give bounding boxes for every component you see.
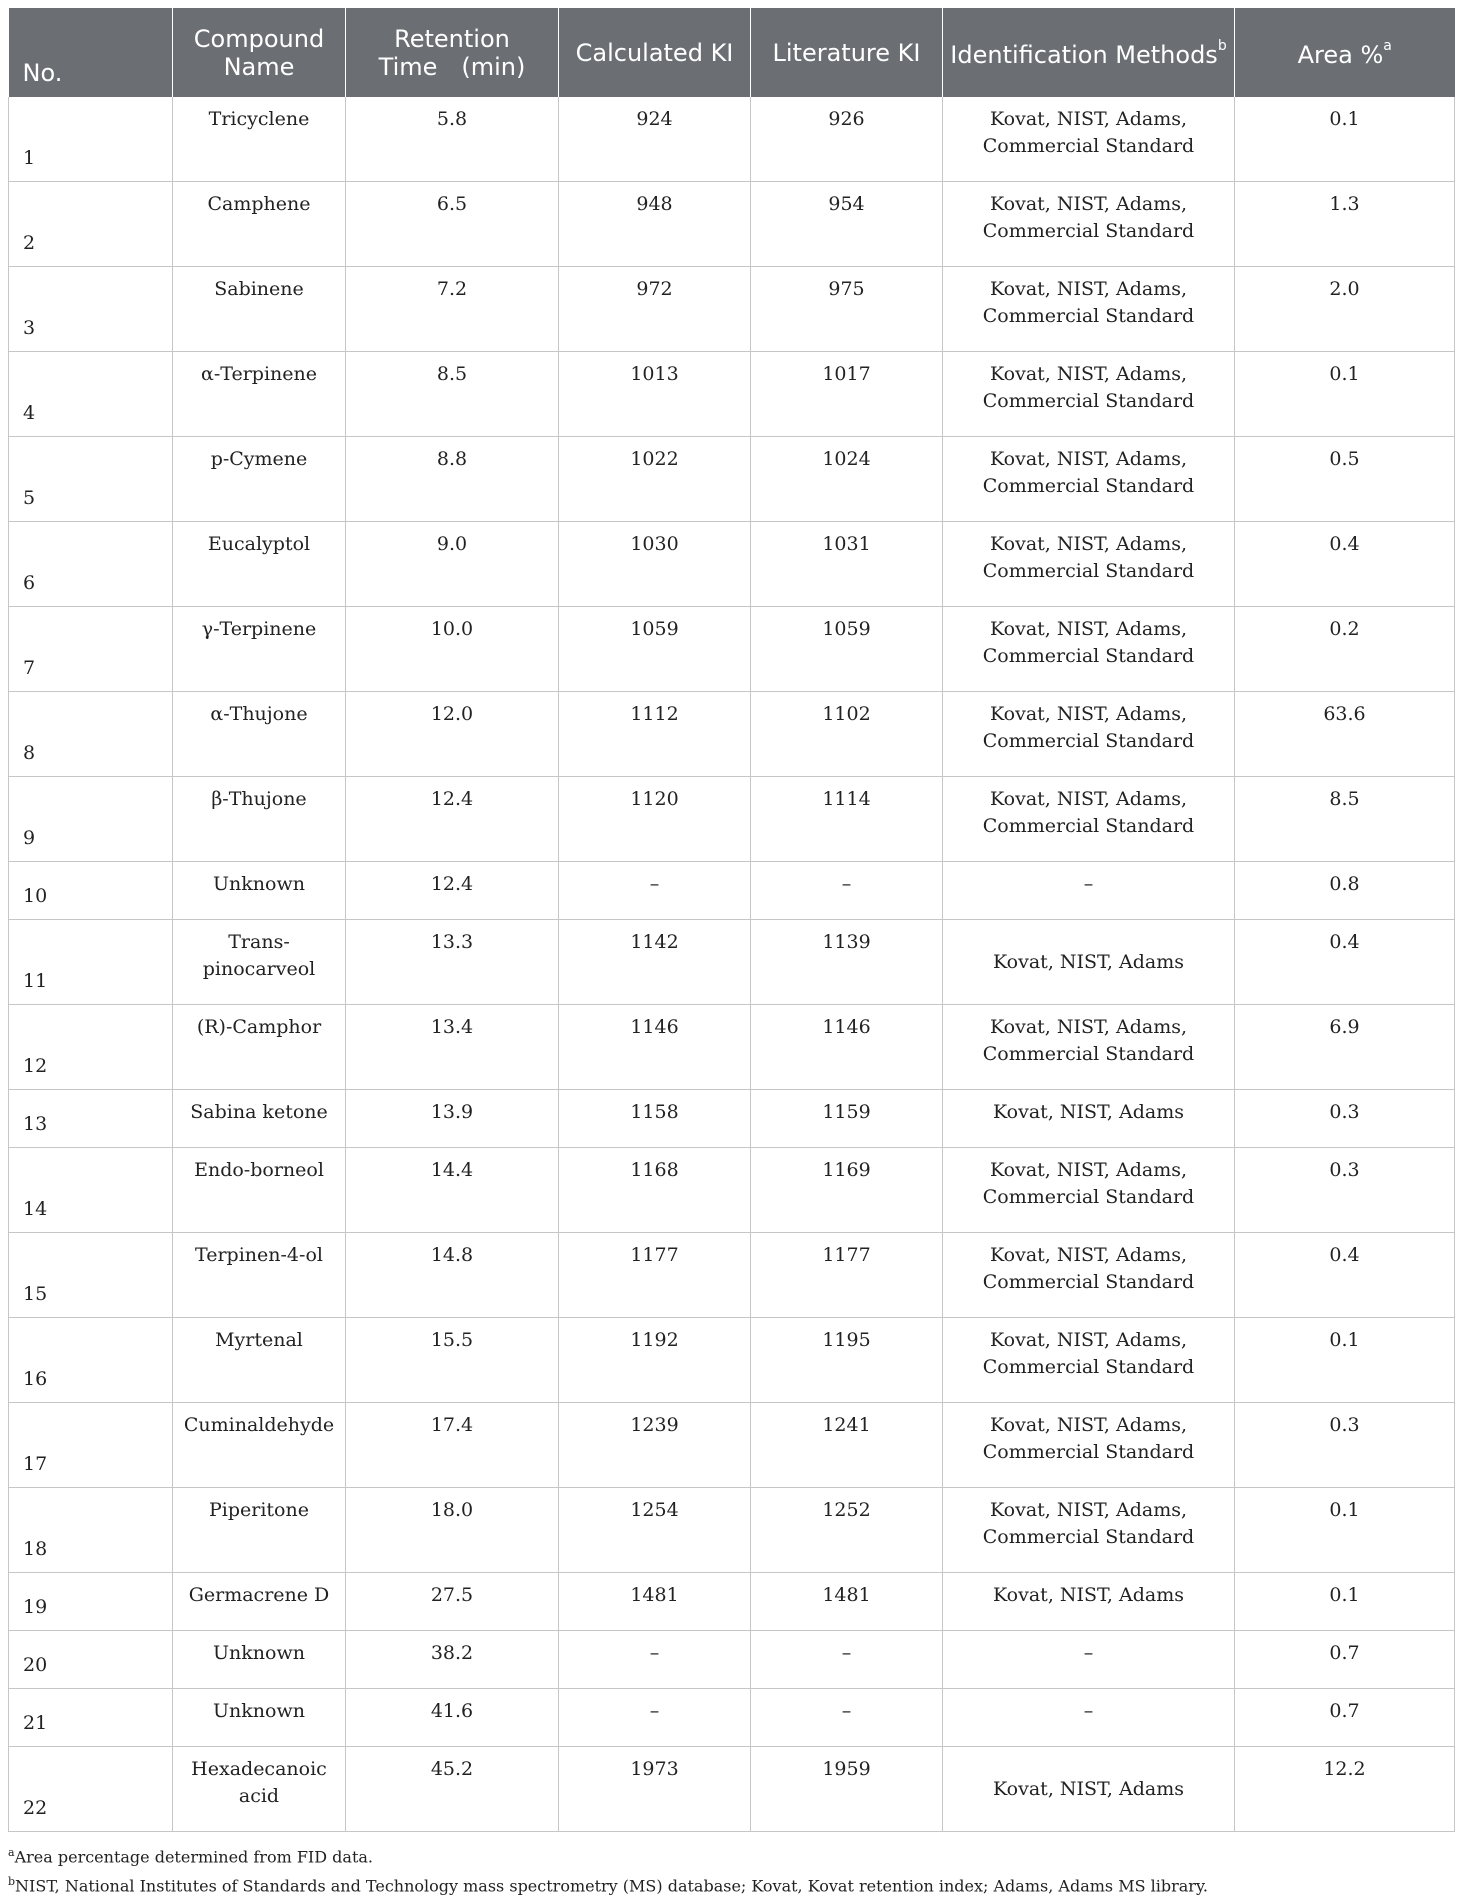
cell-compound-name: Myrtenal <box>173 1318 346 1403</box>
table-row <box>9 777 1455 862</box>
cell-identification-method: Kovat, NIST, Adams, Commercial Standard <box>943 1403 1235 1488</box>
cell-retention-time: 6.5 <box>346 182 559 267</box>
cell-compound-name: Camphene <box>173 182 346 267</box>
cell-no: 18 <box>9 1488 173 1573</box>
cell-no: 8 <box>9 692 173 777</box>
header-calculated-ki: Calculated KI <box>559 8 751 97</box>
cell-compound-name: Cuminaldehyde <box>173 1403 346 1488</box>
cell-area: 0.4 <box>1235 522 1455 607</box>
footnote-a <box>8 1840 1454 1869</box>
cell-literature-ki: – <box>751 862 943 920</box>
cell-no: 4 <box>9 352 173 437</box>
cell-identification-method: Kovat, NIST, Adams <box>943 1747 1235 1832</box>
cell-no: 7 <box>9 607 173 692</box>
cell-literature-ki: 926 <box>751 97 943 182</box>
cell-compound-name: Unknown <box>173 1689 346 1747</box>
footnote-text: NIST, National Institutes of Standards and Technology mass spectrometry (MS) database; Kovat, Kovat retention index; Adams, Adams MS library. <box>15 1876 1208 1896</box>
cell-no: 21 <box>9 1689 173 1747</box>
cell-area: 0.1 <box>1235 1573 1455 1631</box>
header-literature-ki: Literature KI <box>751 8 943 97</box>
table-row <box>9 692 1455 777</box>
table-row <box>9 1689 1455 1747</box>
table-row <box>9 1747 1455 1832</box>
cell-area: 0.3 <box>1235 1090 1455 1148</box>
cell-area: 2.0 <box>1235 267 1455 352</box>
cell-calculated-ki: 1481 <box>559 1573 751 1631</box>
cell-literature-ki: 1177 <box>751 1233 943 1318</box>
cell-no: 13 <box>9 1090 173 1148</box>
cell-calculated-ki: 1177 <box>559 1233 751 1318</box>
cell-identification-method: Kovat, NIST, Adams, Commercial Standard <box>943 1318 1235 1403</box>
cell-no: 6 <box>9 522 173 607</box>
cell-compound-name: β-Thujone <box>173 777 346 862</box>
cell-identification-method: Kovat, NIST, Adams <box>943 920 1235 1005</box>
table-row <box>9 920 1455 1005</box>
cell-no: 14 <box>9 1148 173 1233</box>
cell-area: 0.4 <box>1235 920 1455 1005</box>
cell-no: 16 <box>9 1318 173 1403</box>
cell-compound-name: Trans-pinocarveol <box>173 920 346 1005</box>
cell-identification-method: Kovat, NIST, Adams, Commercial Standard <box>943 182 1235 267</box>
cell-compound-name: (R)-Camphor <box>173 1005 346 1090</box>
cell-calculated-ki: – <box>559 1631 751 1689</box>
cell-compound-name: Unknown <box>173 862 346 920</box>
cell-compound-name: Endo-borneol <box>173 1148 346 1233</box>
cell-area: 0.1 <box>1235 97 1455 182</box>
cell-retention-time: 15.5 <box>346 1318 559 1403</box>
table-row <box>9 1488 1455 1573</box>
cell-area: 6.9 <box>1235 1005 1455 1090</box>
cell-no: 22 <box>9 1747 173 1832</box>
table-row <box>9 1573 1455 1631</box>
cell-retention-time: 14.8 <box>346 1233 559 1318</box>
table-row <box>9 1090 1455 1148</box>
cell-calculated-ki: 948 <box>559 182 751 267</box>
cell-literature-ki: 975 <box>751 267 943 352</box>
cell-literature-ki: 1114 <box>751 777 943 862</box>
cell-identification-method: Kovat, NIST, Adams, Commercial Standard <box>943 1148 1235 1233</box>
header-no: No. <box>9 8 173 97</box>
table-header <box>9 8 1455 97</box>
cell-compound-name: Sabina ketone <box>173 1090 346 1148</box>
cell-retention-time: 17.4 <box>346 1403 559 1488</box>
footnotes <box>8 1840 1454 1899</box>
cell-identification-method: Kovat, NIST, Adams, Commercial Standard <box>943 1233 1235 1318</box>
cell-identification-method: – <box>943 1631 1235 1689</box>
table-row <box>9 1148 1455 1233</box>
cell-identification-method: Kovat, NIST, Adams, Commercial Standard <box>943 267 1235 352</box>
cell-no: 2 <box>9 182 173 267</box>
table-body <box>9 97 1455 1832</box>
cell-calculated-ki: – <box>559 1689 751 1747</box>
cell-no: 20 <box>9 1631 173 1689</box>
cell-identification-method: Kovat, NIST, Adams, Commercial Standard <box>943 777 1235 862</box>
table-container <box>8 8 1454 1899</box>
cell-compound-name: α-Thujone <box>173 692 346 777</box>
cell-compound-name: Piperitone <box>173 1488 346 1573</box>
cell-identification-method: Kovat, NIST, Adams, Commercial Standard <box>943 1005 1235 1090</box>
cell-no: 9 <box>9 777 173 862</box>
cell-calculated-ki: 1030 <box>559 522 751 607</box>
cell-no: 12 <box>9 1005 173 1090</box>
cell-identification-method: Kovat, NIST, Adams, Commercial Standard <box>943 522 1235 607</box>
cell-calculated-ki: 1022 <box>559 437 751 522</box>
table-row <box>9 1005 1455 1090</box>
cell-literature-ki: 1195 <box>751 1318 943 1403</box>
cell-retention-time: 9.0 <box>346 522 559 607</box>
cell-area: 0.8 <box>1235 862 1455 920</box>
cell-compound-name: Sabinene <box>173 267 346 352</box>
table-row <box>9 1318 1455 1403</box>
cell-retention-time: 14.4 <box>346 1148 559 1233</box>
cell-retention-time: 13.9 <box>346 1090 559 1148</box>
cell-compound-name: p-Cymene <box>173 437 346 522</box>
table-row <box>9 352 1455 437</box>
cell-no: 15 <box>9 1233 173 1318</box>
cell-retention-time: 12.4 <box>346 777 559 862</box>
cell-area: 63.6 <box>1235 692 1455 777</box>
table-row <box>9 862 1455 920</box>
cell-retention-time: 13.4 <box>346 1005 559 1090</box>
cell-retention-time: 45.2 <box>346 1747 559 1832</box>
header-compound-name: Compound Name <box>173 8 346 97</box>
cell-literature-ki: 1102 <box>751 692 943 777</box>
header-identification-methods <box>943 8 1235 97</box>
cell-identification-method: Kovat, NIST, Adams <box>943 1090 1235 1148</box>
footnote-mark: a <box>8 1846 15 1859</box>
cell-retention-time: 5.8 <box>346 97 559 182</box>
table-row <box>9 1631 1455 1689</box>
header-area-label: Area % <box>1297 41 1384 69</box>
cell-compound-name: Unknown <box>173 1631 346 1689</box>
cell-calculated-ki: 1112 <box>559 692 751 777</box>
table-row <box>9 267 1455 352</box>
cell-area: 0.3 <box>1235 1403 1455 1488</box>
cell-identification-method: Kovat, NIST, Adams, Commercial Standard <box>943 1488 1235 1573</box>
footnote-mark: b <box>8 1875 16 1889</box>
table-row <box>9 1403 1455 1488</box>
table-row <box>9 1233 1455 1318</box>
cell-retention-time: 8.5 <box>346 352 559 437</box>
cell-retention-time: 13.3 <box>346 920 559 1005</box>
cell-calculated-ki: 1142 <box>559 920 751 1005</box>
cell-retention-time: 41.6 <box>346 1689 559 1747</box>
table-row <box>9 522 1455 607</box>
cell-retention-time: 10.0 <box>346 607 559 692</box>
cell-literature-ki: 1959 <box>751 1747 943 1832</box>
cell-no: 17 <box>9 1403 173 1488</box>
cell-no: 11 <box>9 920 173 1005</box>
table-row <box>9 437 1455 522</box>
cell-literature-ki: 1241 <box>751 1403 943 1488</box>
cell-compound-name: Eucalyptol <box>173 522 346 607</box>
cell-compound-name: Tricyclene <box>173 97 346 182</box>
cell-literature-ki: 1481 <box>751 1573 943 1631</box>
cell-area: 0.1 <box>1235 1318 1455 1403</box>
table-row <box>9 607 1455 692</box>
cell-literature-ki: 1024 <box>751 437 943 522</box>
header-identification-label: Identification Methods <box>950 41 1218 69</box>
cell-calculated-ki: 1120 <box>559 777 751 862</box>
cell-identification-method: Kovat, NIST, Adams, Commercial Standard <box>943 692 1235 777</box>
cell-retention-time: 8.8 <box>346 437 559 522</box>
cell-identification-method: Kovat, NIST, Adams, Commercial Standard <box>943 437 1235 522</box>
compound-table <box>8 8 1455 1832</box>
cell-literature-ki: 1159 <box>751 1090 943 1148</box>
table-row <box>9 97 1455 182</box>
cell-identification-method: – <box>943 1689 1235 1747</box>
cell-literature-ki: – <box>751 1689 943 1747</box>
footnote-b <box>8 1869 1454 1898</box>
cell-no: 5 <box>9 437 173 522</box>
cell-no: 19 <box>9 1573 173 1631</box>
cell-area: 0.2 <box>1235 607 1455 692</box>
cell-retention-time: 27.5 <box>346 1573 559 1631</box>
cell-calculated-ki: 1192 <box>559 1318 751 1403</box>
cell-identification-method: Kovat, NIST, Adams, Commercial Standard <box>943 97 1235 182</box>
cell-calculated-ki: 924 <box>559 97 751 182</box>
cell-identification-method: Kovat, NIST, Adams, Commercial Standard <box>943 607 1235 692</box>
cell-literature-ki: – <box>751 1631 943 1689</box>
cell-area: 0.7 <box>1235 1631 1455 1689</box>
header-area <box>1235 8 1455 97</box>
cell-no: 1 <box>9 97 173 182</box>
cell-calculated-ki: 1254 <box>559 1488 751 1573</box>
cell-area: 0.5 <box>1235 437 1455 522</box>
cell-compound-name: α-Terpinene <box>173 352 346 437</box>
cell-retention-time: 12.0 <box>346 692 559 777</box>
cell-retention-time: 38.2 <box>346 1631 559 1689</box>
cell-area: 1.3 <box>1235 182 1455 267</box>
cell-literature-ki: 1169 <box>751 1148 943 1233</box>
cell-compound-name: Hexadecanoic acid <box>173 1747 346 1832</box>
cell-retention-time: 7.2 <box>346 267 559 352</box>
cell-calculated-ki: 1168 <box>559 1148 751 1233</box>
cell-literature-ki: 1059 <box>751 607 943 692</box>
cell-no: 3 <box>9 267 173 352</box>
header-retention-time: Retention Time (min) <box>346 8 559 97</box>
cell-literature-ki: 1252 <box>751 1488 943 1573</box>
cell-calculated-ki: – <box>559 862 751 920</box>
table-row <box>9 182 1455 267</box>
cell-literature-ki: 1031 <box>751 522 943 607</box>
cell-calculated-ki: 1158 <box>559 1090 751 1148</box>
cell-area: 8.5 <box>1235 777 1455 862</box>
cell-compound-name: Terpinen-4-ol <box>173 1233 346 1318</box>
cell-area: 12.2 <box>1235 1747 1455 1832</box>
cell-calculated-ki: 972 <box>559 267 751 352</box>
cell-retention-time: 12.4 <box>346 862 559 920</box>
header-area-footnote-mark: a <box>1383 38 1392 54</box>
cell-compound-name: Germacrene D <box>173 1573 346 1631</box>
footnote-text: Area percentage determined from FID data. <box>14 1847 373 1867</box>
cell-no: 10 <box>9 862 173 920</box>
cell-area: 0.4 <box>1235 1233 1455 1318</box>
cell-literature-ki: 1146 <box>751 1005 943 1090</box>
cell-calculated-ki: 1013 <box>559 352 751 437</box>
cell-retention-time: 18.0 <box>346 1488 559 1573</box>
cell-calculated-ki: 1146 <box>559 1005 751 1090</box>
cell-calculated-ki: 1239 <box>559 1403 751 1488</box>
cell-calculated-ki: 1059 <box>559 607 751 692</box>
cell-identification-method: Kovat, NIST, Adams <box>943 1573 1235 1631</box>
cell-area: 0.1 <box>1235 352 1455 437</box>
header-identification-footnote-mark: b <box>1217 38 1227 54</box>
cell-area: 0.3 <box>1235 1148 1455 1233</box>
cell-literature-ki: 1139 <box>751 920 943 1005</box>
cell-calculated-ki: 1973 <box>559 1747 751 1832</box>
cell-area: 0.7 <box>1235 1689 1455 1747</box>
cell-area: 0.1 <box>1235 1488 1455 1573</box>
cell-compound-name: γ-Terpinene <box>173 607 346 692</box>
cell-identification-method: Kovat, NIST, Adams, Commercial Standard <box>943 352 1235 437</box>
cell-literature-ki: 954 <box>751 182 943 267</box>
cell-identification-method: – <box>943 862 1235 920</box>
cell-literature-ki: 1017 <box>751 352 943 437</box>
